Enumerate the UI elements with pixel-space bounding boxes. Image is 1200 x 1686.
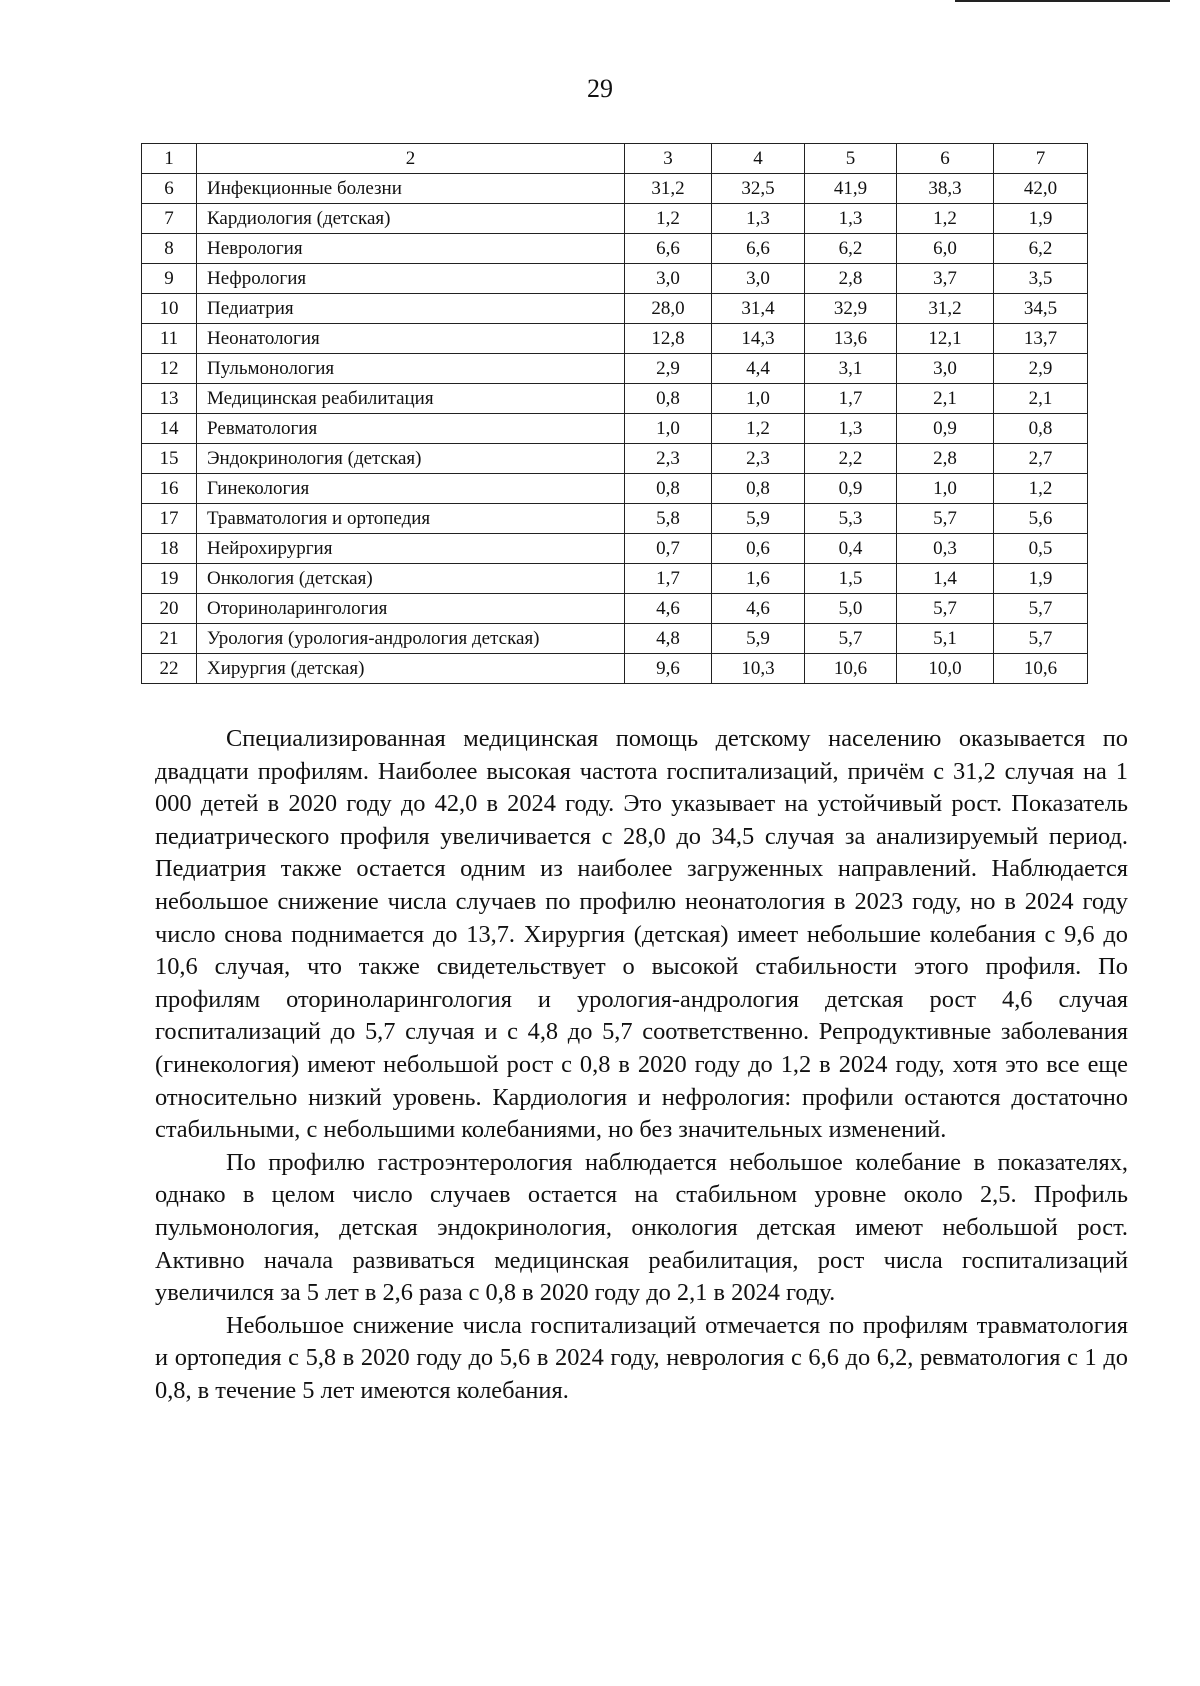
value-cell: 41,9: [805, 174, 897, 204]
value-cell: 1,6: [712, 564, 805, 594]
value-cell: 31,2: [897, 294, 994, 324]
value-cell: 0,3: [897, 534, 994, 564]
value-cell: 6,6: [712, 234, 805, 264]
table-row: [142, 474, 1088, 504]
profile-name-cell: Онкология (детская): [197, 564, 625, 594]
value-cell: 5,0: [805, 594, 897, 624]
value-cell: 4,6: [712, 594, 805, 624]
value-cell: 3,0: [897, 354, 994, 384]
value-cell: 2,7: [994, 444, 1088, 474]
row-number-cell: 14: [142, 414, 197, 444]
header-cell: 5: [805, 144, 897, 174]
value-cell: 5,1: [897, 624, 994, 654]
value-cell: 14,3: [712, 324, 805, 354]
value-cell: 10,6: [805, 654, 897, 684]
table-header-row: [142, 144, 1088, 174]
value-cell: 5,9: [712, 624, 805, 654]
row-number-cell: 22: [142, 654, 197, 684]
value-cell: 1,2: [994, 474, 1088, 504]
value-cell: 4,6: [625, 594, 712, 624]
profile-name-cell: Медицинская реабилитация: [197, 384, 625, 414]
value-cell: 32,9: [805, 294, 897, 324]
value-cell: 31,2: [625, 174, 712, 204]
value-cell: 1,0: [625, 414, 712, 444]
value-cell: 5,7: [994, 624, 1088, 654]
table-row: [142, 354, 1088, 384]
value-cell: 0,9: [805, 474, 897, 504]
value-cell: 6,2: [994, 234, 1088, 264]
paragraph: По профилю гастроэнтерология наблюдается небольшое колебание в показателях, однако в целом число случаев остается на стабильном уровне около 2,5. Профиль пульмонология, детская эндокринология, онкология детская имеют небольшой рост. Активно начала развиваться медицинская реабилитация, рост числа госпитализаций увеличился за 5 лет в 2,6 раза с 0,8 в 2020 году до 2,1 в 2024 году.: [155, 1148, 1128, 1307]
header-cell: 7: [994, 144, 1088, 174]
value-cell: 3,5: [994, 264, 1088, 294]
value-cell: 1,0: [897, 474, 994, 504]
table-row: [142, 414, 1088, 444]
value-cell: 2,8: [805, 264, 897, 294]
value-cell: 0,7: [625, 534, 712, 564]
table-row: [142, 174, 1088, 204]
profile-name-cell: Инфекционные болезни: [197, 174, 625, 204]
table-row: [142, 534, 1088, 564]
profile-name-cell: Хирургия (детская): [197, 654, 625, 684]
profile-name-cell: Ревматология: [197, 414, 625, 444]
value-cell: 0,5: [994, 534, 1088, 564]
value-cell: 2,3: [625, 444, 712, 474]
profile-name-cell: Эндокринология (детская): [197, 444, 625, 474]
profile-name-cell: Гинекология: [197, 474, 625, 504]
header-cell: 1: [142, 144, 197, 174]
value-cell: 13,7: [994, 324, 1088, 354]
profile-name-cell: Урология (урология-андрология детская): [197, 624, 625, 654]
table-row: [142, 234, 1088, 264]
value-cell: 5,7: [897, 504, 994, 534]
value-cell: 0,9: [897, 414, 994, 444]
value-cell: 12,8: [625, 324, 712, 354]
table-row: [142, 204, 1088, 234]
value-cell: 5,8: [625, 504, 712, 534]
table-body: [142, 144, 1088, 684]
row-number-cell: 18: [142, 534, 197, 564]
body-text: [155, 723, 1128, 1407]
row-number-cell: 10: [142, 294, 197, 324]
value-cell: 5,7: [805, 624, 897, 654]
table-row: [142, 384, 1088, 414]
table-row: [142, 564, 1088, 594]
value-cell: 2,3: [712, 444, 805, 474]
value-cell: 3,0: [712, 264, 805, 294]
value-cell: 12,1: [897, 324, 994, 354]
paragraph: Специализированная медицинская помощь детскому населению оказывается по двадцати профилям. Наиболее высокая частота госпитализаций, причём с 31,2 случая на 1 000 детей в 2020 году до 42,0 в 2024 году. Это указывает на устойчивый рост. Показатель педиатрического профиля увеличивается с 28,0 до 34,5 случая за анализируемый период. Педиатрия также остается одним из наиболее загруженных направлений. Наблюдается небольшое снижение числа случаев по профилю неонатология в 2023 году, но в 2024 году число снова поднимается до 13,7. Хирургия (детская) имеет небольшие колебания с 9,6 до 10,6 случая, что также свидетельствует о высокой стабильности этого профиля. По профилям оториноларингология и урология-андрология детская рост 4,6 случая госпитализаций до 5,7 случая и с 4,8 до 5,7 соответственно. Репродуктивные заболевания (гинекология) имеют небольшой рост с 0,8 в 2020 году до 1,2 в 2024 году, хотя это все еще относительно низкий уровень. Кардиология и нефрология: профили остаются достаточно стабильными, с небольшими колебаниями, но без значительных изменений.: [155, 725, 1128, 1144]
value-cell: 6,0: [897, 234, 994, 264]
table-row: [142, 324, 1088, 354]
value-cell: 1,3: [712, 204, 805, 234]
value-cell: 2,9: [625, 354, 712, 384]
profile-name-cell: Неврология: [197, 234, 625, 264]
row-number-cell: 11: [142, 324, 197, 354]
value-cell: 5,6: [994, 504, 1088, 534]
value-cell: 42,0: [994, 174, 1088, 204]
table-row: [142, 624, 1088, 654]
profile-name-cell: Нейрохирургия: [197, 534, 625, 564]
hospitalization-table: [141, 143, 1088, 684]
row-number-cell: 17: [142, 504, 197, 534]
value-cell: 1,7: [625, 564, 712, 594]
row-number-cell: 7: [142, 204, 197, 234]
row-number-cell: 6: [142, 174, 197, 204]
value-cell: 5,3: [805, 504, 897, 534]
value-cell: 2,2: [805, 444, 897, 474]
value-cell: 1,2: [897, 204, 994, 234]
row-number-cell: 21: [142, 624, 197, 654]
value-cell: 9,6: [625, 654, 712, 684]
table-row: [142, 594, 1088, 624]
row-number-cell: 9: [142, 264, 197, 294]
profile-name-cell: Травматология и ортопедия: [197, 504, 625, 534]
value-cell: 4,4: [712, 354, 805, 384]
value-cell: 6,6: [625, 234, 712, 264]
value-cell: 1,2: [625, 204, 712, 234]
table-row: [142, 444, 1088, 474]
value-cell: 0,4: [805, 534, 897, 564]
profile-name-cell: Неонатология: [197, 324, 625, 354]
value-cell: 5,7: [897, 594, 994, 624]
row-number-cell: 12: [142, 354, 197, 384]
table-row: [142, 654, 1088, 684]
value-cell: 0,8: [994, 414, 1088, 444]
value-cell: 4,8: [625, 624, 712, 654]
profile-name-cell: Нефрология: [197, 264, 625, 294]
table-row: [142, 264, 1088, 294]
value-cell: 1,3: [805, 204, 897, 234]
profile-name-cell: Оториноларингология: [197, 594, 625, 624]
header-cell: 6: [897, 144, 994, 174]
value-cell: 13,6: [805, 324, 897, 354]
value-cell: 2,9: [994, 354, 1088, 384]
value-cell: 1,2: [712, 414, 805, 444]
row-number-cell: 8: [142, 234, 197, 264]
value-cell: 5,7: [994, 594, 1088, 624]
profile-name-cell: Педиатрия: [197, 294, 625, 324]
value-cell: 1,5: [805, 564, 897, 594]
value-cell: 2,1: [994, 384, 1088, 414]
value-cell: 31,4: [712, 294, 805, 324]
value-cell: 3,7: [897, 264, 994, 294]
value-cell: 1,3: [805, 414, 897, 444]
value-cell: 38,3: [897, 174, 994, 204]
value-cell: 10,3: [712, 654, 805, 684]
table-row: [142, 504, 1088, 534]
table-row: [142, 294, 1088, 324]
value-cell: 1,7: [805, 384, 897, 414]
profile-name-cell: Пульмонология: [197, 354, 625, 384]
page-number: 29: [587, 74, 613, 103]
row-number-cell: 20: [142, 594, 197, 624]
row-number-cell: 19: [142, 564, 197, 594]
value-cell: 3,0: [625, 264, 712, 294]
value-cell: 2,8: [897, 444, 994, 474]
value-cell: 10,0: [897, 654, 994, 684]
value-cell: 28,0: [625, 294, 712, 324]
value-cell: 3,1: [805, 354, 897, 384]
row-number-cell: 13: [142, 384, 197, 414]
value-cell: 6,2: [805, 234, 897, 264]
header-cell: 3: [625, 144, 712, 174]
value-cell: 0,8: [625, 384, 712, 414]
value-cell: 1,0: [712, 384, 805, 414]
value-cell: 0,8: [625, 474, 712, 504]
header-cell: 4: [712, 144, 805, 174]
value-cell: 1,4: [897, 564, 994, 594]
value-cell: 1,9: [994, 564, 1088, 594]
paragraph: Небольшое снижение числа госпитализаций отмечается по профилям травматология и ортопедия с 5,8 в 2020 году до 5,6 в 2024 году, неврология с 6,6 до 6,2, ревматология с 1 до 0,8, в течение 5 лет имеются колебания.: [155, 1311, 1128, 1404]
row-number-cell: 15: [142, 444, 197, 474]
value-cell: 32,5: [712, 174, 805, 204]
value-cell: 0,6: [712, 534, 805, 564]
value-cell: 5,9: [712, 504, 805, 534]
value-cell: 2,1: [897, 384, 994, 414]
value-cell: 1,9: [994, 204, 1088, 234]
header-cell: 2: [197, 144, 625, 174]
value-cell: 10,6: [994, 654, 1088, 684]
value-cell: 34,5: [994, 294, 1088, 324]
profile-name-cell: Кардиология (детская): [197, 204, 625, 234]
row-number-cell: 16: [142, 474, 197, 504]
value-cell: 0,8: [712, 474, 805, 504]
top-rule: [955, 0, 1170, 2]
